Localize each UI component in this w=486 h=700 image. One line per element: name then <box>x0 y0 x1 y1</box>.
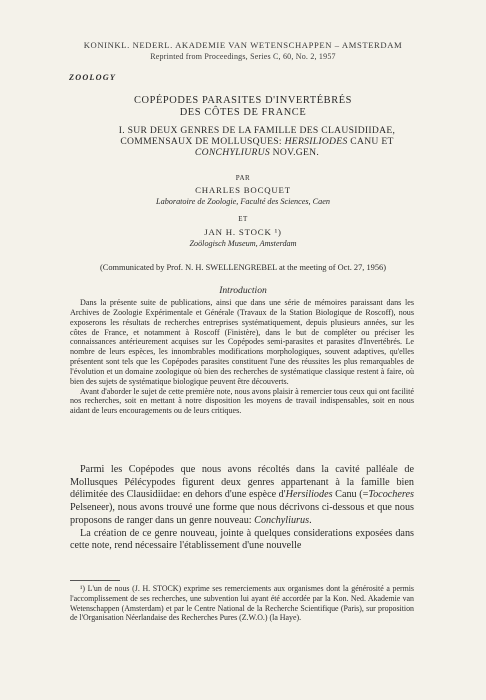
intro-text <box>70 298 414 416</box>
subtitle-text: COMMENSAUX DE MOLLUSQUES: <box>120 136 285 147</box>
subtitle-text: NOV.GEN. <box>269 147 320 158</box>
section-label: ZOOLOGY <box>69 73 117 82</box>
author-1-name: CHARLES BOCQUET <box>195 185 291 195</box>
genus-name: CONCHYLIURUS <box>194 147 270 158</box>
author-2-affiliation: Zoölogisch Museum, Amsterdam <box>189 239 297 248</box>
genus-name: Hersiliodes <box>285 489 333 501</box>
author-1-affiliation: Laboratoire de Zoologie, Faculté des Sciences, Caen <box>156 197 330 206</box>
body-text: Pelseneer), nous avons trouvé une forme que nous décrivons ci-dessous et que nous proposons de ranger dans un genre nouveau: <box>70 502 414 526</box>
communicated-note: (Communicated by Prof. N. H. SWELLENGREBEL at the meeting of Oct. 27, 1956) <box>99 263 386 272</box>
author-2-name: JAN H. STOCK ¹) <box>204 227 282 237</box>
subtitle-line-2 <box>92 136 422 147</box>
journal-header <box>0 40 486 62</box>
footnote-text: ¹) L'un de nous (J. H. STOCK) exprime ses remerciements aux organismes dont la générosité a permis l'accomplissement de ses recherches, une subvention lui ayant été accordée par la Kon. Ned. Akademie van Wetenschappen (Amsterdam) et par le Centre National de la Recherche Scientifique (Paris), sur proposition de l'Organisation Néerlandaise des Recherches Pures (Z.W.O.) (la Haye). <box>70 584 414 623</box>
et-label: ET <box>238 215 248 223</box>
intro-heading: Introduction <box>219 285 267 296</box>
title-line-2: DES CÔTES DE FRANCE <box>179 107 307 118</box>
main-paragraph-2: La création de ce genre nouveau, jointe à quelques considerations exposées dans cette note, rend nécessaire l'établissement d'une nouvelle <box>70 527 414 552</box>
body-text: Canu (= <box>332 489 369 501</box>
genus-name: HERSILIODES <box>284 136 348 147</box>
footnote <box>70 584 414 623</box>
subtitle-line-1: I. SUR DEUX GENRES DE LA FAMILLE DES CLAUSIDIIDAE, <box>118 125 396 136</box>
header-line-1: KONINKL. NEDERL. AKADEMIE VAN WETENSCHAPPEN – AMSTERDAM <box>83 40 403 50</box>
footnote-divider <box>70 580 120 581</box>
intro-paragraph-1: Dans la présente suite de publications, ainsi que dans une série de mémoires paraissant dans les Archives de Zoologie Expérimentale et Générale (Travaux de la Station Biologique de Roscoff), nous exposerons les résultats de recherches entreprises systématiquement, depuis plusieurs années, sur les côtes de France, et notamment à Roscoff (Finistère), dans le but de compléter ou préciser les connaissances antérieurement acquises sur les Copépodes semi-parasites et parasites d'Invertébrés. Le nombre de leurs espèces, les innombrables modifications morphologiques, souvent adaptives, qu'elles présentent sont tels que les Copépodes parasites constituent l'une des réussites les plus remarquables de l'évolution et un domaine zoologique où bien des recherches de systématique classique restent à faire, où bien des sujets de systématique biologique peuvent être découverts. <box>70 298 414 386</box>
intro-paragraph-2: Avant d'aborder le sujet de cette première note, nous avons plaisir à remercier tous ceux qui ont facilité nos recherches, soit en mettant à notre disposition les moyens de travail indispensables, soit en nous aidant de leurs encouragements ou de leurs critiques. <box>70 386 414 416</box>
genus-name: Conchyliurus <box>254 514 310 526</box>
body-text: . <box>309 514 312 526</box>
article-title <box>0 95 486 119</box>
article-subtitle <box>92 125 422 158</box>
main-text <box>70 464 414 553</box>
main-paragraph-1 <box>70 464 414 528</box>
header-line-2: Reprinted from Proceedings, Series C, 60, No. 2, 1957 <box>150 52 336 61</box>
body-text: Parmi les Copépodes que nous avons récoltés dans la cavité palléale de Mollusques Pélécypodes figurent deux genres appartenant à la famille bien délimitée des Clausidiidae: en dehors d'une espèce d' <box>70 464 414 501</box>
par-label: PAR <box>235 174 251 182</box>
subtitle-text: CANU ET <box>347 136 394 147</box>
title-line-1: COPÉPODES PARASITES D'INVERTÉBRÉS <box>133 95 353 106</box>
subtitle-line-3 <box>92 147 422 158</box>
genus-name: Tococheres <box>368 489 414 501</box>
